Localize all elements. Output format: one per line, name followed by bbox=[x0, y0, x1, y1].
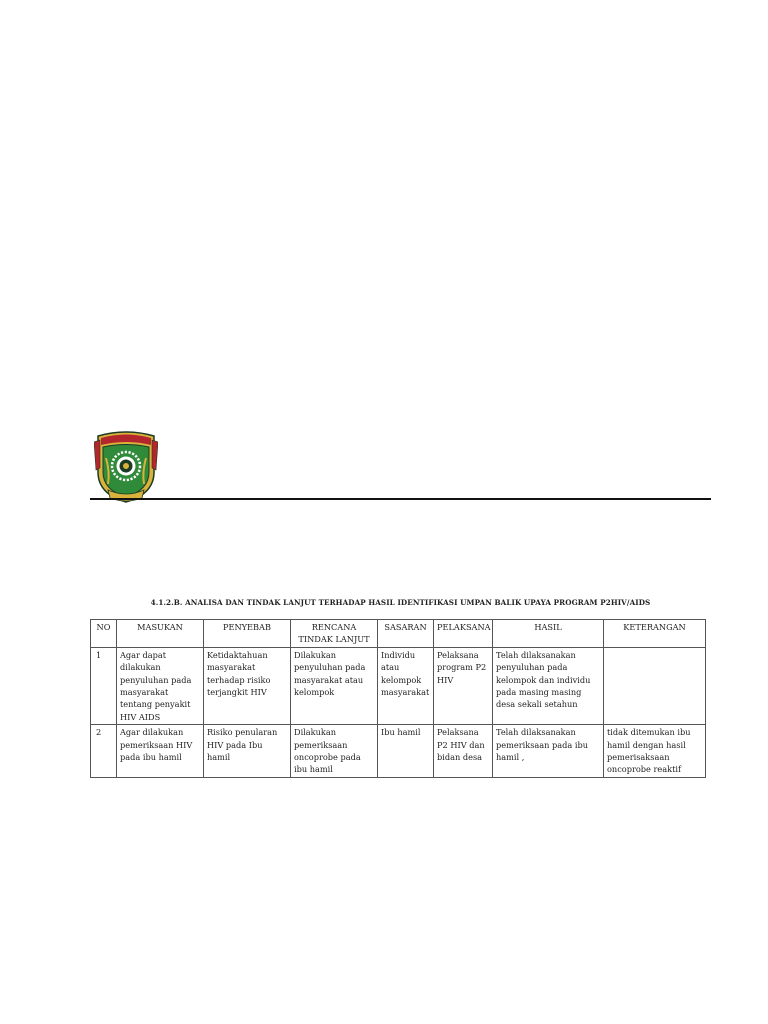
cell-masukan: Agar dilakukan pemeriksaan HIV pada ibu hamil bbox=[117, 725, 204, 778]
table-header-row bbox=[91, 620, 706, 648]
column-header-keterangan: KETERANGAN bbox=[604, 620, 706, 648]
column-header-pelaksana: PELAKSANA bbox=[434, 620, 493, 648]
column-header-masukan: MASUKAN bbox=[117, 620, 204, 648]
cell-keterangan bbox=[604, 647, 706, 724]
cell-penyebab: Ketidaktahuan masyarakat terhadap risiko terjangkit HIV bbox=[204, 647, 291, 724]
regional-coat-of-arms-icon bbox=[94, 428, 158, 504]
column-header-no: NO bbox=[91, 620, 117, 648]
column-header-rencana: RENCANA TINDAK LANJUT bbox=[291, 620, 378, 648]
column-header-sasaran: SASARAN bbox=[378, 620, 434, 648]
cell-no: 2 bbox=[91, 725, 117, 778]
cell-sasaran: Ibu hamil bbox=[378, 725, 434, 778]
cell-pelaksana: Pelaksana program P2 HIV bbox=[434, 647, 493, 724]
cell-no: 1 bbox=[91, 647, 117, 724]
cell-masukan: Agar dapat dilakukan penyuluhan pada masyarakat tentang penyakit HIV AIDS bbox=[117, 647, 204, 724]
cell-keterangan: tidak ditemukan ibu hamil dengan hasil pemerisaksaan oncoprobe reaktif bbox=[604, 725, 706, 778]
header-divider bbox=[90, 498, 711, 500]
table-row bbox=[91, 725, 706, 778]
cell-rencana: Dilakukan penyuluhan pada masyarakat atau kelompok bbox=[291, 647, 378, 724]
cell-hasil: Telah dilaksanakan pemeriksaan pada ibu hamil , bbox=[493, 725, 604, 778]
cell-sasaran: Individu atau kelompok masyarakat bbox=[378, 647, 434, 724]
column-header-hasil: HASIL bbox=[493, 620, 604, 648]
cell-pelaksana: Pelaksana P2 HIV dan bidan desa bbox=[434, 725, 493, 778]
cell-penyebab: Risiko penularan HIV pada Ibu hamil bbox=[204, 725, 291, 778]
column-header-penyebab: PENYEBAB bbox=[204, 620, 291, 648]
analysis-table bbox=[90, 619, 706, 778]
cell-rencana: Dilakukan pemeriksaan oncoprobe pada ibu hamil bbox=[291, 725, 378, 778]
document-title: 4.1.2.B. ANALISA DAN TINDAK LANJUT TERHADAP HASIL IDENTIFIKASI UMPAN BALIK UPAYA PROGRAM P2HIV/AIDS bbox=[150, 598, 651, 607]
table-row bbox=[91, 647, 706, 724]
cell-hasil: Telah dilaksanakan penyuluhan pada kelompok dan individu pada masing masing desa sekali setahun bbox=[493, 647, 604, 724]
